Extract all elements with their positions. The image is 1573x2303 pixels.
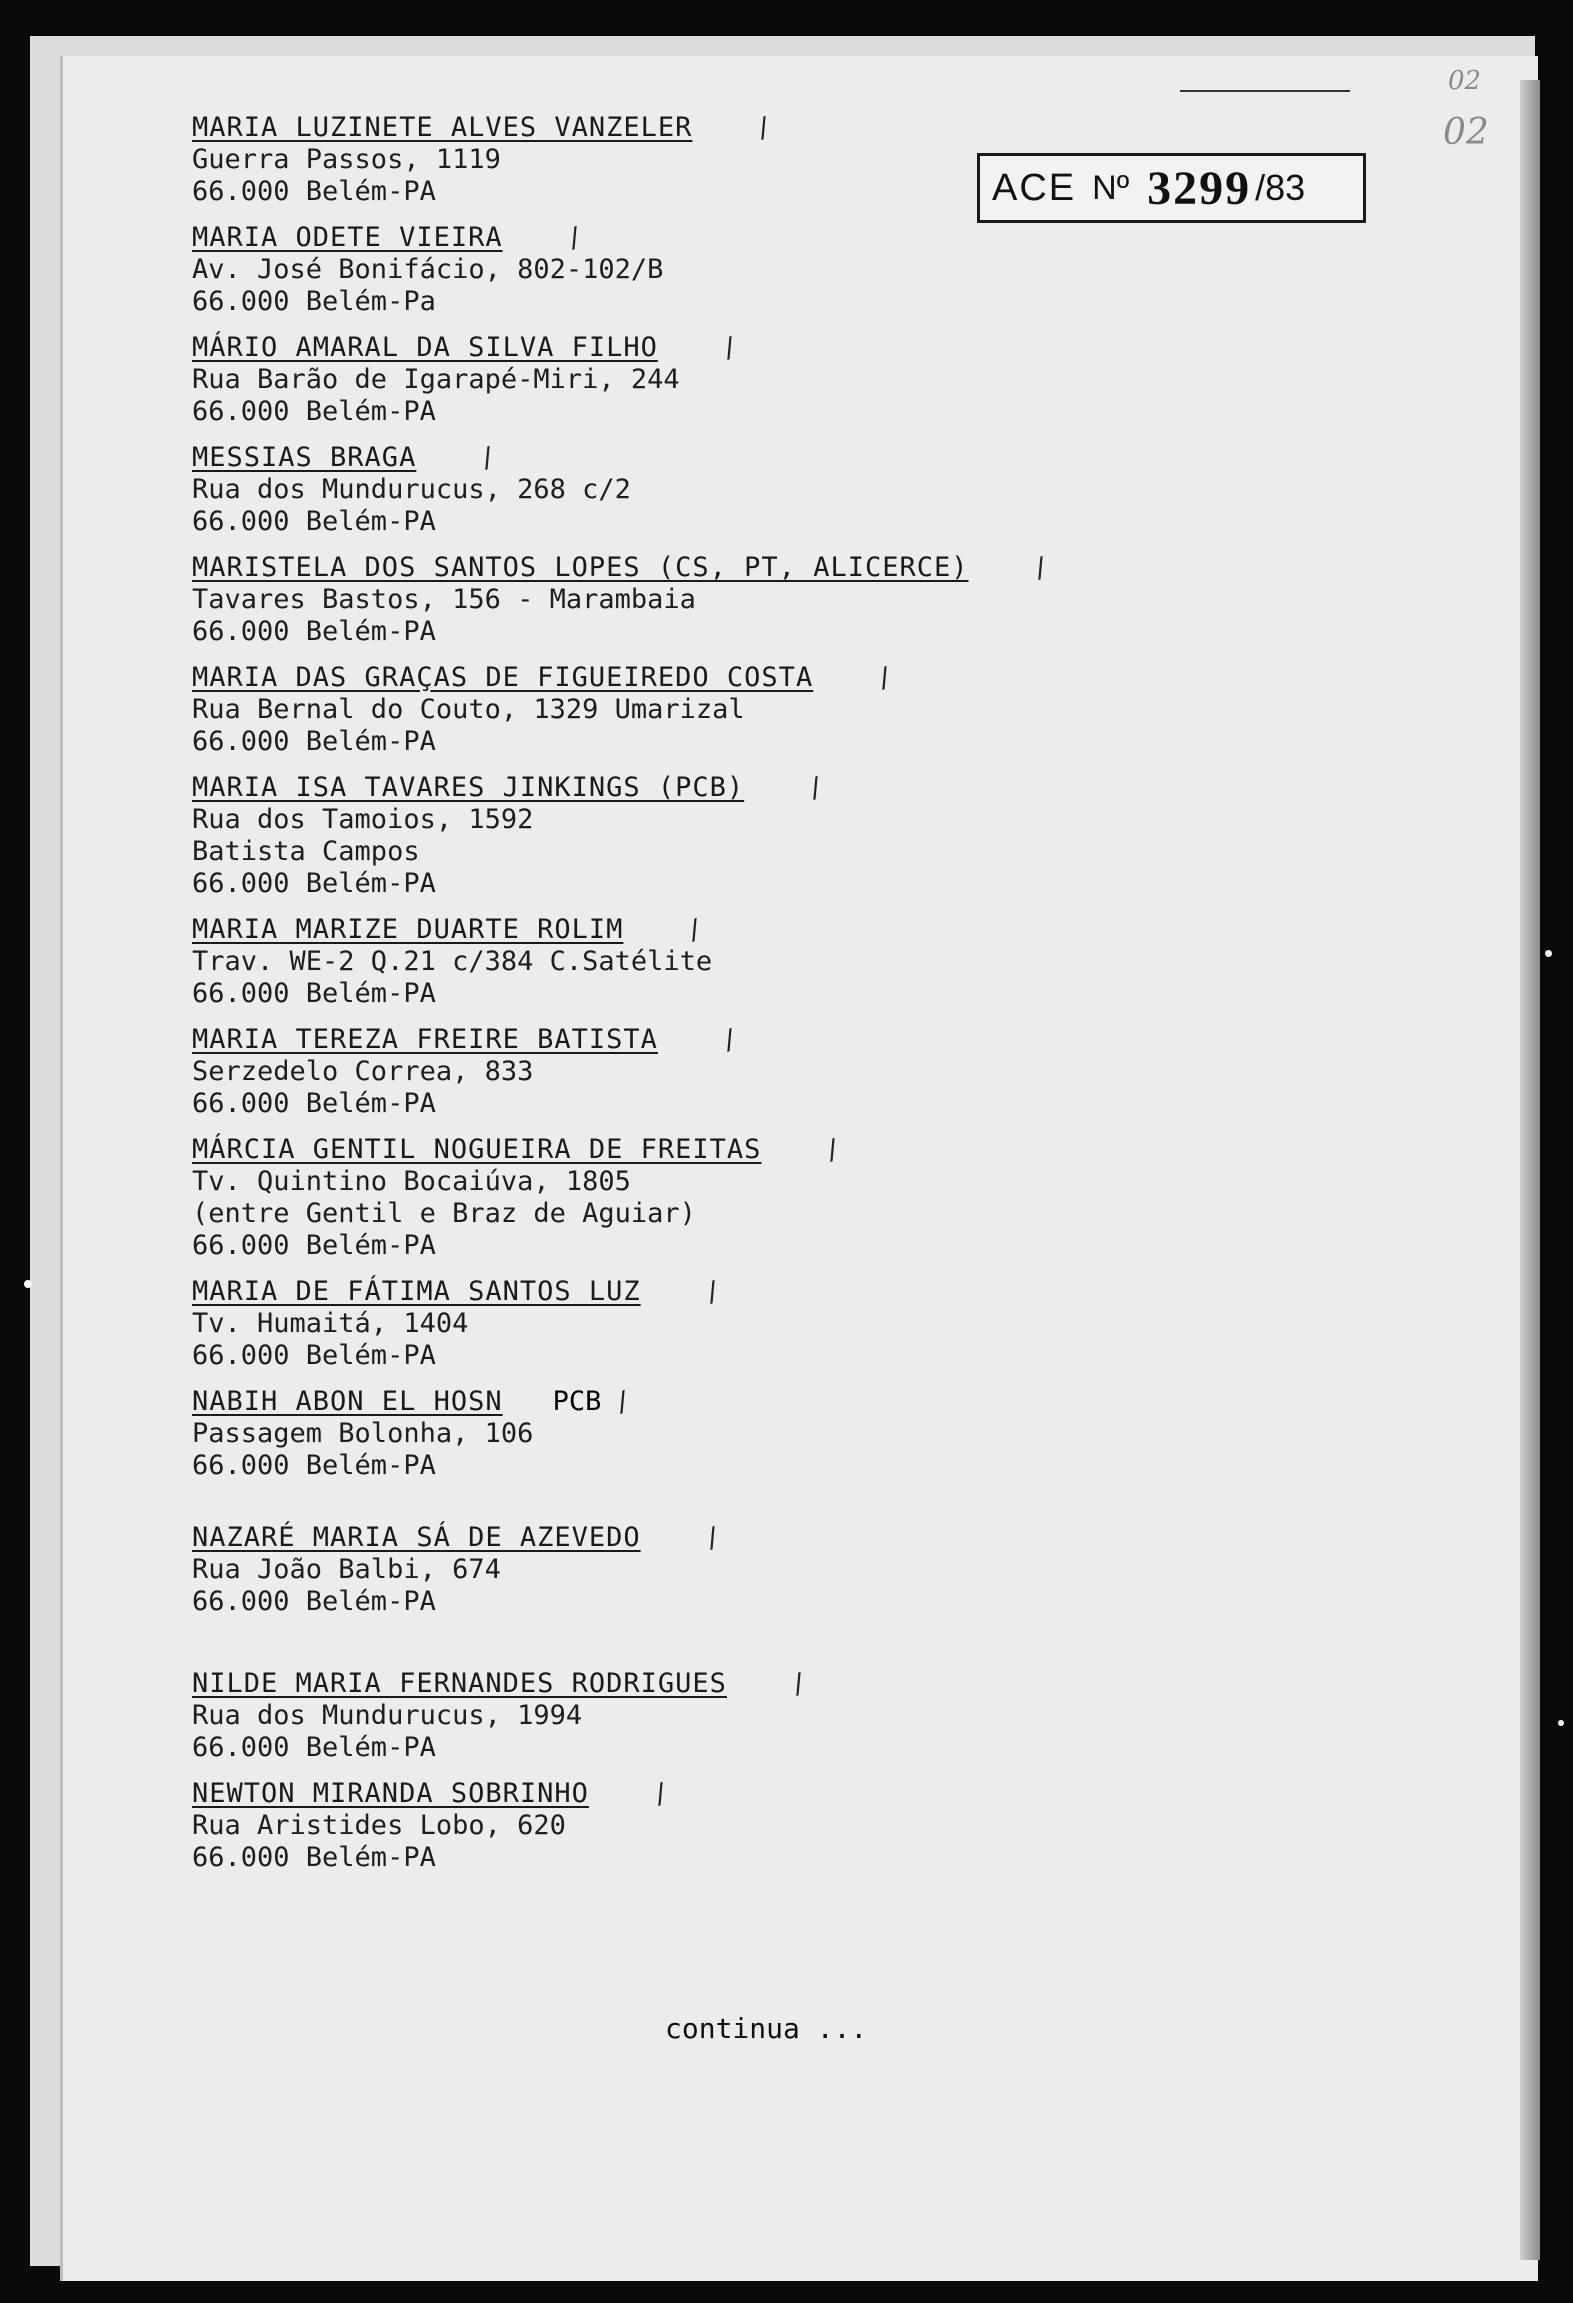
check-mark-icon: / — [803, 771, 829, 805]
check-mark-icon: / — [717, 331, 743, 365]
entry-name: MARIA MARIZE DUARTE ROLIM — [192, 914, 624, 945]
address-entry — [192, 442, 1392, 538]
scan-speck — [1558, 1720, 1564, 1726]
page-stack-edge — [1520, 80, 1540, 2260]
entry-address-line: 66.000 Belém-PA — [192, 396, 436, 427]
entry-name: MÁRCIA GENTIL NOGUEIRA DE FREITAS — [192, 1134, 762, 1165]
check-mark-icon: / — [648, 1777, 674, 1811]
entry-name: MARIA ODETE VIEIRA — [192, 222, 503, 253]
check-mark-icon: / — [820, 1133, 846, 1167]
address-entry — [192, 112, 1392, 208]
address-entry — [192, 332, 1392, 428]
entry-address-line: Av. José Bonifácio, 802-102/B — [192, 254, 664, 285]
scan-speck — [1545, 950, 1552, 957]
corner-annotation-page: 02 — [1443, 112, 1489, 153]
entry-name: NEWTON MIRANDA SOBRINHO — [192, 1778, 589, 1809]
address-entry — [192, 1778, 1392, 1874]
entry-address-line: 66.000 Belém-PA — [192, 978, 436, 1009]
entry-address-line: Rua Barão de Igarapé-Miri, 244 — [192, 364, 680, 395]
check-mark-icon: / — [610, 1385, 636, 1419]
address-entry — [192, 1024, 1392, 1120]
entry-address-line: Guerra Passos, 1119 — [192, 144, 501, 175]
check-mark-icon: / — [682, 913, 708, 947]
entry-address-line: 66.000 Belém-PA — [192, 1088, 436, 1119]
entry-address-line: Tavares Bastos, 156 - Marambaia — [192, 584, 696, 615]
entry-address-line: 66.000 Belém-PA — [192, 1450, 436, 1481]
entry-address-line: 66.000 Belém-PA — [192, 1732, 436, 1763]
corner-annotation-top: 02 — [1448, 66, 1482, 96]
check-mark-icon: / — [699, 1275, 725, 1309]
continuation-note: continua ... — [665, 2012, 868, 2045]
entry-address-line: 66.000 Belém-PA — [192, 616, 436, 647]
entry-address-line: 66.000 Belém-PA — [192, 176, 436, 207]
ace-prefix: ACE — [992, 166, 1077, 209]
ace-number-label: Nº — [1092, 168, 1130, 207]
address-entry — [192, 1276, 1392, 1372]
top-rule — [1180, 90, 1350, 92]
check-mark-icon: / — [699, 1521, 725, 1555]
address-entry — [192, 1386, 1392, 1482]
entry-address-line: 66.000 Belém-PA — [192, 506, 436, 537]
entry-affiliation: PCB — [552, 1386, 602, 1417]
entry-address-line: 66.000 Belém-PA — [192, 1340, 436, 1371]
entry-name: MÁRIO AMARAL DA SILVA FILHO — [192, 332, 658, 363]
entry-address-line: Trav. WE-2 Q.21 c/384 C.Satélite — [192, 946, 713, 977]
entry-name: NILDE MARIA FERNANDES RODRIGUES — [192, 1668, 727, 1699]
address-entry — [192, 1522, 1392, 1618]
entry-address-line: 66.000 Belém-PA — [192, 868, 436, 899]
entry-name: MARIA LUZINETE ALVES VANZELER — [192, 112, 693, 143]
check-mark-icon: / — [475, 441, 501, 475]
entry-name: MARIA DAS GRAÇAS DE FIGUEIREDO COSTA — [192, 662, 814, 693]
entry-address-line: Rua dos Tamoios, 1592 — [192, 804, 534, 835]
entry-name: NABIH ABON EL HOSN — [192, 1386, 503, 1417]
address-entry — [192, 662, 1392, 758]
ace-year: /83 — [1255, 167, 1306, 208]
check-mark-icon: / — [786, 1667, 812, 1701]
entry-address-line: Tv. Humaitá, 1404 — [192, 1308, 469, 1339]
address-entry — [192, 914, 1392, 1010]
entry-address-line: Rua dos Mundurucus, 1994 — [192, 1700, 583, 1731]
entry-name: NAZARÉ MARIA SÁ DE AZEVEDO — [192, 1522, 641, 1553]
entry-address-line: Passagem Bolonha, 106 — [192, 1418, 534, 1449]
entry-name: MESSIAS BRAGA — [192, 442, 417, 473]
entry-address-line: 66.000 Belém-PA — [192, 1586, 436, 1617]
scan-speck — [24, 1280, 32, 1288]
entry-address-line: Rua Aristides Lobo, 620 — [192, 1810, 566, 1841]
address-list — [192, 112, 1392, 1888]
check-mark-icon: / — [872, 661, 898, 695]
address-entry — [192, 772, 1392, 900]
address-entry — [192, 222, 1392, 318]
entry-address-line: Rua João Balbi, 674 — [192, 1554, 501, 1585]
entry-name: MARISTELA DOS SANTOS LOPES (CS, PT, ALICERCE) — [192, 552, 969, 583]
entry-address-line: 66.000 Belém-PA — [192, 1842, 436, 1873]
entry-address-line: Serzedelo Correa, 833 — [192, 1056, 534, 1087]
entry-address-line: 66.000 Belém-PA — [192, 1230, 436, 1261]
entry-address-line: Batista Campos — [192, 836, 420, 867]
entry-address-line: Rua Bernal do Couto, 1329 Umarizal — [192, 694, 745, 725]
ace-number: 3299 — [1147, 161, 1252, 215]
check-mark-icon: / — [1027, 551, 1053, 585]
entry-address-line: 66.000 Belém-PA — [192, 726, 436, 757]
entry-address-line: Tv. Quintino Bocaiúva, 1805 — [192, 1166, 631, 1197]
entry-name: MARIA DE FÁTIMA SANTOS LUZ — [192, 1276, 641, 1307]
check-mark-icon: / — [561, 221, 587, 255]
entry-name: MARIA TEREZA FREIRE BATISTA — [192, 1024, 658, 1055]
check-mark-icon: / — [751, 111, 777, 145]
address-entry — [192, 1134, 1392, 1262]
address-entry — [192, 1668, 1392, 1764]
entry-address-line: (entre Gentil e Braz de Aguiar) — [192, 1198, 696, 1229]
entry-name: MARIA ISA TAVARES JINKINGS (PCB) — [192, 772, 745, 803]
entry-address-line: 66.000 Belém-Pa — [192, 286, 436, 317]
entry-address-line: Rua dos Mundurucus, 268 c/2 — [192, 474, 631, 505]
address-entry — [192, 552, 1392, 648]
check-mark-icon: / — [717, 1023, 743, 1057]
